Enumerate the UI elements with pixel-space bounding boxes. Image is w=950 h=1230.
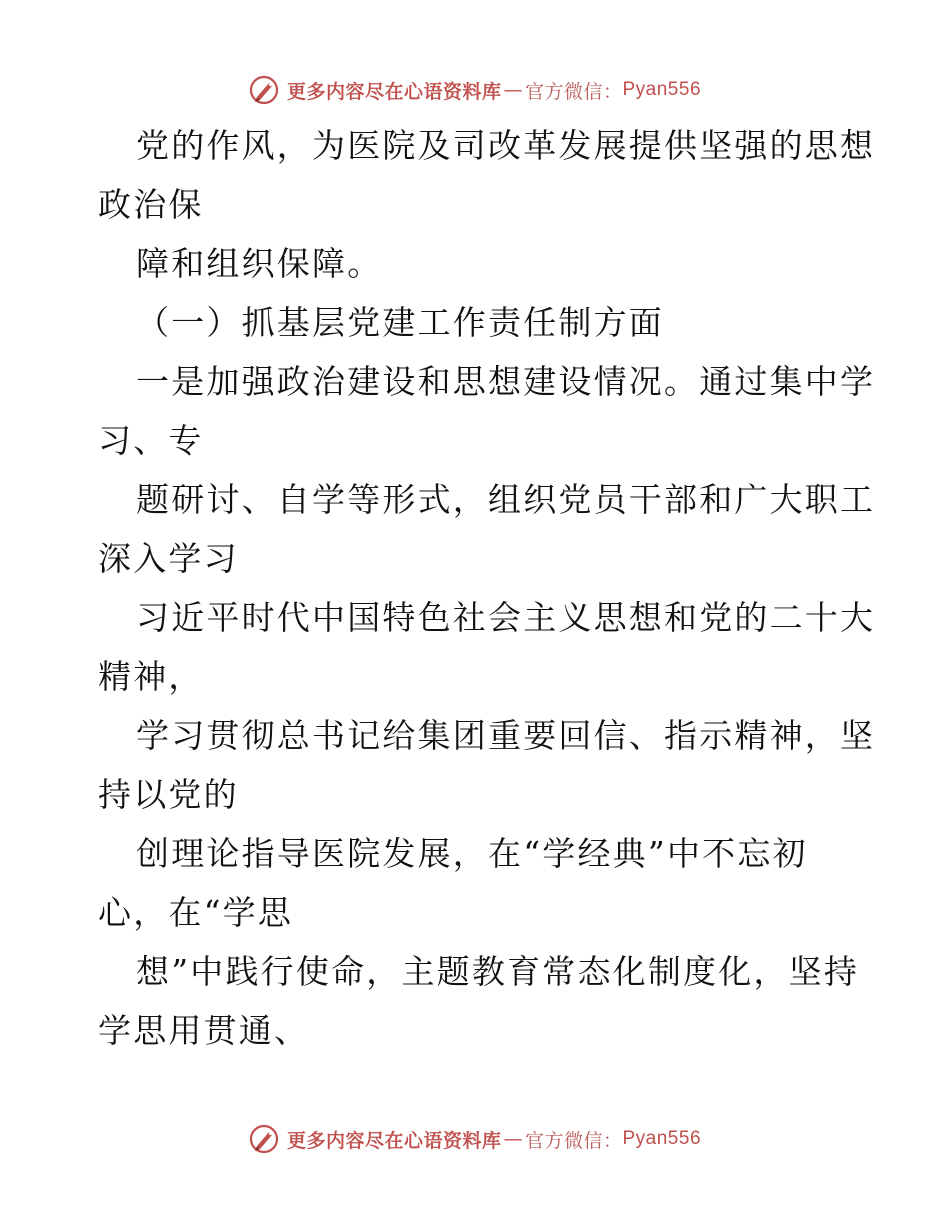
watermark-wechat-label: 官方微信： — [524, 1129, 623, 1152]
watermark-wechat-id: Pyan556 — [622, 1128, 702, 1149]
document-body — [98, 116, 876, 1060]
watermark-wechat-label: 官方微信： — [524, 80, 623, 103]
paragraph-line: 创理论指导医院发展，在“学经典”中不忘初 — [136, 834, 808, 873]
paragraph-line: 政治保 — [98, 185, 204, 224]
section-heading: （一）抓基层党建工作责任制方面 — [136, 303, 664, 342]
paragraph-line: 习、专 — [98, 421, 204, 460]
pen-logo-icon — [249, 1124, 279, 1154]
watermark-dash: — — [503, 79, 523, 101]
paragraph-line: 党的作风，为医院及司改革发展提供坚强的思想 — [136, 126, 876, 165]
paragraph-line: 持以党的 — [98, 775, 239, 814]
watermark-wechat-id: Pyan556 — [622, 79, 702, 100]
paragraph-line: 学思用贯通、 — [98, 1011, 310, 1050]
paragraph-line: 深入学习 — [98, 539, 239, 578]
paragraph-line: 学习贯彻总书记给集团重要回信、指示精神，坚 — [136, 716, 876, 755]
paragraph-line: 习近平时代中国特色社会主义思想和党的二十大 — [136, 598, 876, 637]
header-watermark — [0, 70, 950, 110]
watermark-dash: — — [503, 1128, 523, 1150]
watermark-main-text: 更多内容尽在心语资料库 — [286, 1129, 502, 1152]
pen-logo-icon — [249, 75, 279, 105]
paragraph-line: 一是加强政治建设和思想建设情况。通过集中学 — [136, 362, 876, 401]
paragraph-line: 想”中践行使命，主题教育常态化制度化，坚持 — [136, 952, 860, 991]
paragraph-line: 障和组织保障。 — [136, 244, 383, 283]
watermark-main-text: 更多内容尽在心语资料库 — [286, 80, 502, 103]
paragraph-line: 题研讨、自学等形式，组织党员干部和广大职工 — [136, 480, 876, 519]
footer-watermark — [0, 1119, 950, 1159]
paragraph-line: 心，在“学思 — [98, 893, 294, 932]
paragraph-line: 精神， — [98, 657, 204, 696]
